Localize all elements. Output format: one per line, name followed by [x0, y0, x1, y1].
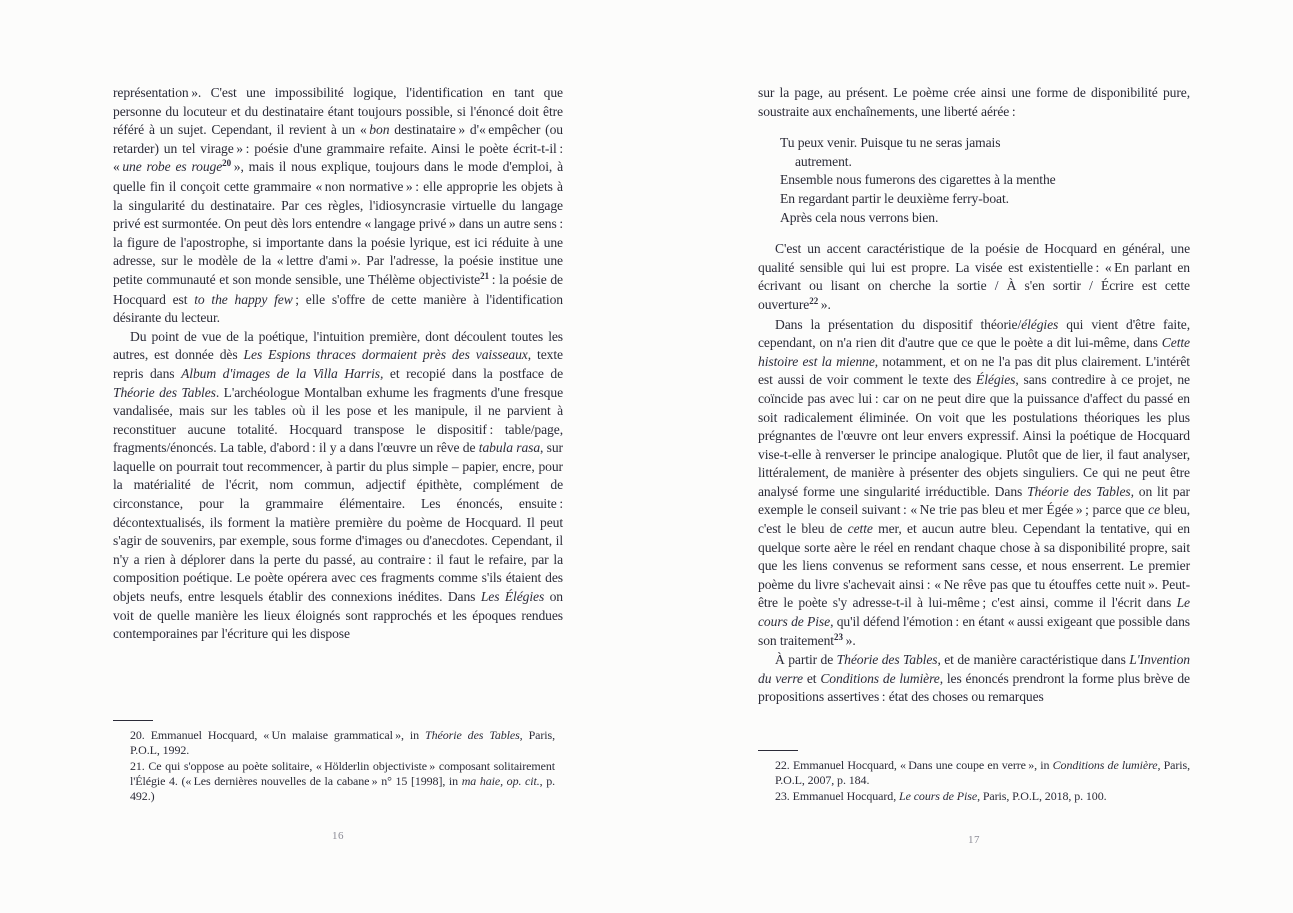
- text-run: Cette histoire est la mienne: [758, 335, 1190, 369]
- text-run: bon: [369, 122, 390, 138]
- verse-line: Tu peux venir. Puisque tu ne seras jamais: [780, 135, 1001, 151]
- text-run: et recopié dans la postface de: [383, 365, 564, 381]
- footnote: [130, 728, 555, 759]
- text-run: Du point de vue de la poétique, l'intuition première, dont découlent toutes les autres, est donnée dès: [113, 328, 563, 363]
- text-run: 23. Emmanuel Hocquard,: [775, 788, 899, 803]
- text-run: Conditions de lumière: [820, 670, 940, 686]
- text-run: tabula rasa: [478, 440, 541, 456]
- text-run: cette: [847, 521, 873, 537]
- text-run: Théorie des Tables: [836, 652, 938, 668]
- text-run: on lit par exemple le conseil suivant : « Ne trie pas bleu et mer Égée » ; parce que: [758, 483, 1190, 518]
- text-run: Paris, P.O.L, 1992.: [130, 728, 555, 758]
- text-run: ».: [818, 296, 831, 312]
- text-run: Dans la présentation du dispositif théorie/: [775, 316, 1022, 332]
- text-run: Les Espions thraces dormaient près des vaisseaux: [243, 347, 528, 363]
- verse-line: Après cela nous verrons bien.: [780, 209, 939, 225]
- text-run: Les Élégies: [480, 589, 545, 605]
- text-run: mer, et aucun autre bleu. Cependant la tentative, qui en quelque sorte aère le réel en rendant chaque chose à sa disponibilité propre, sait que les liens convenus se reforment sans cesse, et nous enserrent. Le premier poème du livre s'achevait ainsi : « Ne rêve pas que tu étouffes cette nuit ». Peut-être le poète s'y adresse-t-il à lui-même ; c'est ainsi, comme il l'écrit dans: [758, 521, 1190, 611]
- paragraph: [758, 651, 1190, 707]
- verse-line: En regardant partir le deuxième ferry-boat.: [780, 190, 1009, 206]
- verse-line: autrement.: [795, 153, 852, 169]
- text-run: représentation ». C'est une impossibilité logique, l'identification en tant que personne du locuteur et du destinataire étant toujours possible, si l'énoncé doit être référé à un sujet. Cependant, il revient à un «: [113, 85, 563, 138]
- text-run: L'Invention du verre: [758, 652, 1190, 686]
- text-run: destinataire » d'« empêcher (ou retarder) un tel virage » : poésie d'une grammaire refaite. Ainsi le poète écrit-t-il : «: [113, 122, 563, 175]
- text-run: , et de manière caractéristique dans: [937, 652, 1130, 668]
- text-run: et: [802, 670, 821, 686]
- text-run: on voit de quelle manière les lieux éloignés sont rapprochés et les époques rendues contemporaines par l'écriture qui les dispose: [113, 589, 563, 642]
- paragraph: [113, 84, 563, 328]
- text-run: 20. Emmanuel Hocquard, « Un malaise grammatical », in: [130, 728, 426, 742]
- text-run: Élégies: [976, 372, 1016, 388]
- right-page-footnotes: [758, 750, 1190, 804]
- text-run: Théorie des Tables: [113, 384, 216, 400]
- footnote-list: [758, 758, 1190, 804]
- text-run: bleu, c'est le bleu de: [758, 502, 1191, 537]
- verse-block: [780, 134, 1190, 227]
- text-run: ma haie, op. cit.: [461, 773, 540, 788]
- text-run: sur la page, au présent. Le poème crée ainsi une forme de disponibilité pure, soustraite aux enchaînements, une liberté aérée :: [758, 85, 1190, 119]
- text-run: , p. 492.): [130, 773, 556, 804]
- text-run: , texte repris dans: [113, 347, 563, 381]
- text-run: ce: [1148, 502, 1161, 518]
- text-run: , sans contredire à ce projet, ne coïncide pas avec lui : car on ne peut dire que la puissance d'affect du passé en soit radicalement éliminée. On voit que les postulations théoriques les plus prégnantes de l'œuvre ont leur envers expressif. Ainsi la poétique de Hocquard vise-t-elle à renverser le principe analogique. Plutôt que de lier, il faut analyser, littéralement, de manière à présenter des objets singuliers. Ce qui ne peut être analysé forme une singularité irréductible. Dans: [758, 372, 1190, 499]
- verse-line: Ensemble nous fumerons des cigarettes à la menthe: [780, 172, 1056, 188]
- right-page-text-column: [758, 84, 1190, 707]
- paragraph: [758, 84, 1190, 121]
- text-run: : la poésie de Hocquard est: [113, 271, 563, 307]
- left-page-text-column: [113, 84, 563, 644]
- footnote-reference: 21: [480, 270, 490, 281]
- paragraph: [758, 316, 1190, 652]
- footnote-reference: 20: [222, 158, 232, 169]
- text-run: to the happy few: [194, 291, 293, 307]
- text-run: , sur laquelle on pourrait tout recommencer, à partir du plus simple – papier, encre, pour la matérialité de l'écrit, nom commun, adjectif épithète, complément de circonstance, pour la grammaire élémentaire. Les énoncés, ensuite : décontextualisés, ils forment la matière première du poème de Hocquard. Il peut s'agir de souvenirs, par exemple, sous forme d'images ou d'anecdotes. Cependant, il n'y a rien à déplorer dans la perte du passé, au contraire : il faut le refaire, par la composition poétique. Le poète opérera avec ces fragments comme s'ils étaient des objets neufs, entre lesquels établir des connexions inédites. Dans: [113, 440, 563, 605]
- footnote-list: [113, 728, 555, 804]
- text-run: , Paris, P.O.L, 2018, p. 100.: [977, 788, 1107, 803]
- text-run: Album d'images de la Villa Harris,: [181, 365, 384, 381]
- text-run: Théorie des Tables,: [1027, 483, 1134, 499]
- text-run: 22. Emmanuel Hocquard, « Dans une coupe en verre », in: [775, 758, 1053, 772]
- text-run: Conditions de lumière,: [1052, 758, 1161, 772]
- footnote: [775, 789, 1190, 804]
- footnote-reference: 23: [834, 631, 843, 642]
- text-run: Le cours de Pise: [899, 788, 978, 803]
- text-run: élégies: [1021, 316, 1059, 332]
- paragraph: [113, 328, 563, 644]
- footnote-separator: [758, 750, 798, 751]
- footnote: [130, 759, 555, 805]
- text-run: 21. Ce qui s'oppose au poète solitaire, « Hölderlin objectiviste » composant solitairement l'Élégie 4. (« Les dernières nouvelles de la cabane » n° 15 [1998], in: [130, 758, 555, 788]
- text-run: , qu'il défend l'émotion : en étant « aussi exigeant que possible dans son traitement: [758, 614, 1190, 648]
- text-run: une robe es rouge: [122, 159, 223, 175]
- page-number-right: 17: [968, 834, 980, 846]
- page-number-left: 16: [332, 830, 344, 842]
- text-run: ; elle s'offre de cette manière à l'identification désirante du lecteur.: [113, 291, 563, 326]
- text-run: Paris, P.O.L, 2007, p. 184.: [775, 758, 1190, 788]
- footnote: [775, 758, 1190, 789]
- text-run: qui vient d'être faite, cependant, on n'a rien dit d'autre que ce que le poète a dit lui-même, dans: [758, 316, 1190, 351]
- text-run: Théorie des Tables,: [425, 728, 523, 742]
- paragraph: [758, 240, 1190, 315]
- text-run: , les énoncés prendront la forme plus brève de propositions assertives : état des choses ou remarques: [758, 670, 1190, 705]
- text-run: ».: [843, 632, 856, 648]
- text-run: C'est un accent caractéristique de la poésie de Hocquard en général, une qualité sensible qui lui est propre. La visée est existentielle : « En parlant en écrivant ou lisant on cherche la sortie / À s'en sortir / Écrire est cette ouverture: [758, 241, 1190, 312]
- left-page-footnotes: [113, 720, 555, 804]
- text-run: , notamment, et on ne l'a pas dit plus clairement. L'intérêt est aussi de voir comment le texte des: [758, 353, 1190, 388]
- footnote-separator: [113, 720, 153, 721]
- text-run: Le cours de Pise: [758, 595, 1190, 630]
- text-run: », mais il nous explique, toujours dans le mode d'emploi, à quelle fin il conçoit cette grammaire « non normative » : elle approprie les objets à la singularité du destinataire. Par ces règles, l'idiosyncrasie virtuelle du langage privé est surmontée. On peut dès lors entendre « langage privé » dans un autre sens : la figure de l'apostrophe, si importante dans la poésie lyrique, est ici réduite à une adresse, sur le modèle de la « lettre d'ami ». Par l'adresse, la poésie institue une petite communauté et son monde sensible, une Thélème objectiviste: [113, 159, 563, 287]
- footnote-reference: 22: [809, 295, 819, 306]
- text-run: À partir de: [775, 652, 837, 668]
- text-run: . L'archéologue Montalban exhume les fragments d'une fresque vandalisée, mais sur les tables où il les pose et les manipule, il ne parvient à reconstituer aucune totalité. Hocquard transpose le dispositif : table/page, fragments/énoncés. La table, d'abord : il y a dans l'œuvre un rêve de: [113, 384, 564, 456]
